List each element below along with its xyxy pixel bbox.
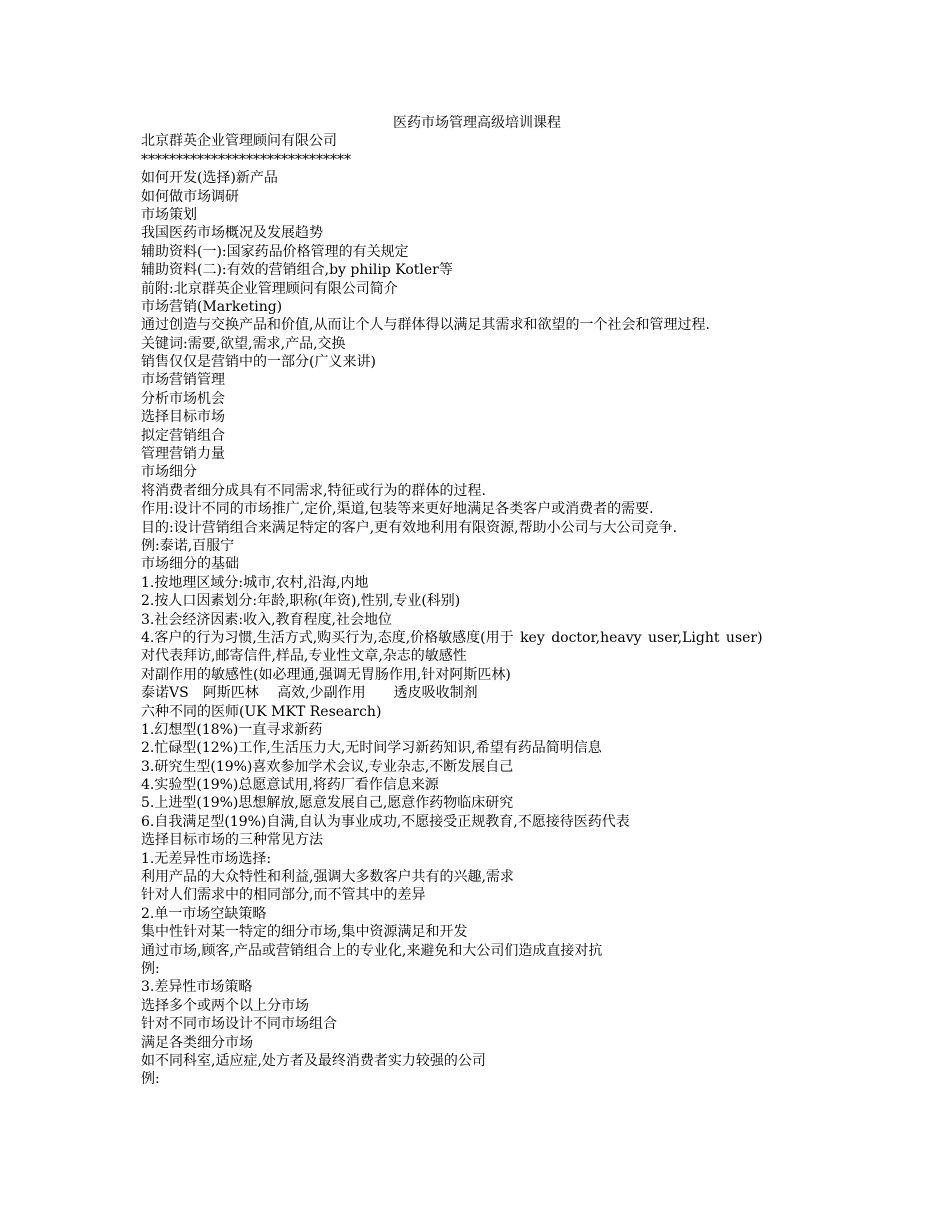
section-heading: 市场细分的基础 [141, 556, 239, 573]
list-item: 1.无差异性市场选择: [141, 850, 272, 867]
section-heading: 市场细分 [141, 464, 197, 481]
text-line: 例: [141, 1071, 160, 1088]
list-item: 2.忙碌型(12%)工作,生活压力大,无时间学习新药知识,希望有药品简明信息 [141, 740, 602, 757]
toc-item: 市场策划 [141, 206, 197, 223]
list-item: 1.幻想型(18%)一直寻求新药 [141, 721, 323, 738]
section-heading: 市场营销管理 [141, 372, 225, 389]
text-line: 将消费者细分成具有不同需求,特征或行为的群体的过程. [141, 482, 486, 499]
toc-item: 前附:北京群英企业管理顾问有限公司简介 [141, 280, 398, 297]
section-heading: 市场营销(Marketing) [141, 298, 283, 315]
text-line: 针对人们需求中的相同部分,而不管其中的差异 [141, 887, 426, 904]
text-line: 通过市场,顾客,产品或营销组合上的专业化,来避免和大公司们造成直接对抗 [141, 942, 603, 959]
text-line: 关键词:需要,欲望,需求,产品,交换 [141, 335, 346, 352]
list-item: 管理营销力量 [141, 446, 225, 463]
company-name: 北京群英企业管理顾问有限公司 [141, 133, 337, 150]
text-line: 作用:设计不同的市场推广,定价,渠道,包装等来更好地满足各类客户或消费者的需要. [141, 501, 654, 518]
section-heading: 选择目标市场的三种常见方法 [141, 832, 323, 849]
text-line: 泰诺VS 阿斯匹林 高效,少副作用 透皮吸收制剂 [141, 685, 478, 702]
text-line: 利用产品的大众特性和利益,强调大多数客户共有的兴趣,需求 [141, 869, 514, 886]
text-line: 例:泰诺,百服宁 [141, 537, 235, 554]
toc-item: 如何做市场调研 [141, 188, 239, 205]
text-line: 对副作用的敏感性(如必理通,强调无胃肠作用,针对阿斯匹林) [141, 666, 511, 683]
list-item: 选择目标市场 [141, 409, 225, 426]
toc-item: 如何开发(选择)新产品 [141, 170, 278, 187]
list-item: 6.自我满足型(19%)自满,自认为事业成功,不愿接受正规教育,不愿接待医药代表 [141, 813, 630, 830]
toc-item: 辅助资料(一):国家药品价格管理的有关规定 [141, 243, 409, 260]
toc-item: 辅助资料(二):有效的营销组合,by philip Kotler等 [141, 262, 453, 279]
section-heading: 六种不同的医师(UK MKT Research) [141, 703, 382, 720]
text-line: 销售仅仅是营销中的一部分(广义来讲) [141, 354, 376, 371]
list-item: 3.社会经济因素:收入,教育程度,社会地位 [141, 611, 392, 628]
text-line: 如不同科室,适应症,处方者及最终消费者实力较强的公司 [141, 1052, 486, 1069]
list-item: 4.实验型(19%)总愿意试用,将药厂看作信息来源 [141, 777, 439, 794]
list-item: 3.研究生型(19%)喜欢参加学术会议,专业杂志,不断发展自己 [141, 758, 514, 775]
toc-item: 我国医药市场概况及发展趋势 [141, 225, 323, 242]
separator-line: ****************************** [141, 151, 351, 168]
text-line: 满足各类细分市场 [141, 1034, 253, 1051]
list-item: 3.差异性市场策略 [141, 979, 253, 996]
text-line: 集中性针对某一特定的细分市场,集中资源满足和开发 [141, 924, 468, 941]
list-item: 2.按人口因素划分:年龄,职称(年资),性别,专业(科别) [141, 593, 461, 610]
list-item: 1.按地理区域分:城市,农村,沿海,内地 [141, 574, 369, 591]
text-line: 通过创造与交换产品和价值,从而让个人与群体得以满足其需求和欲望的一个社会和管理过程. [141, 317, 710, 334]
text-line: 例: [141, 960, 160, 977]
text-line: 对代表拜访,邮寄信件,样品,专业性文章,杂志的敏感性 [141, 648, 467, 665]
list-item: 拟定营销组合 [141, 427, 225, 444]
text-line: 针对不同市场设计不同市场组合 [141, 1016, 337, 1033]
document-title: 医药市场管理高级培训课程 [393, 115, 561, 131]
list-item: 2.单一市场空缺策略 [141, 905, 267, 922]
text-line: 目的:设计营销组合来满足特定的客户,更有效地利用有限资源,帮助小公司与大公司竞争. [141, 519, 678, 536]
text-line: 选择多个或两个以上分市场 [141, 997, 309, 1014]
list-item: 4.客户的行为习惯,生活方式,购买行为,态度,价格敏感度(用于 key doctor,heavy user,Light user) [141, 629, 763, 646]
list-item: 5.上进型(19%)思想解放,愿意发展自己,愿意作药物临床研究 [141, 795, 514, 812]
list-item: 分析市场机会 [141, 390, 225, 407]
document-body [141, 114, 813, 1089]
